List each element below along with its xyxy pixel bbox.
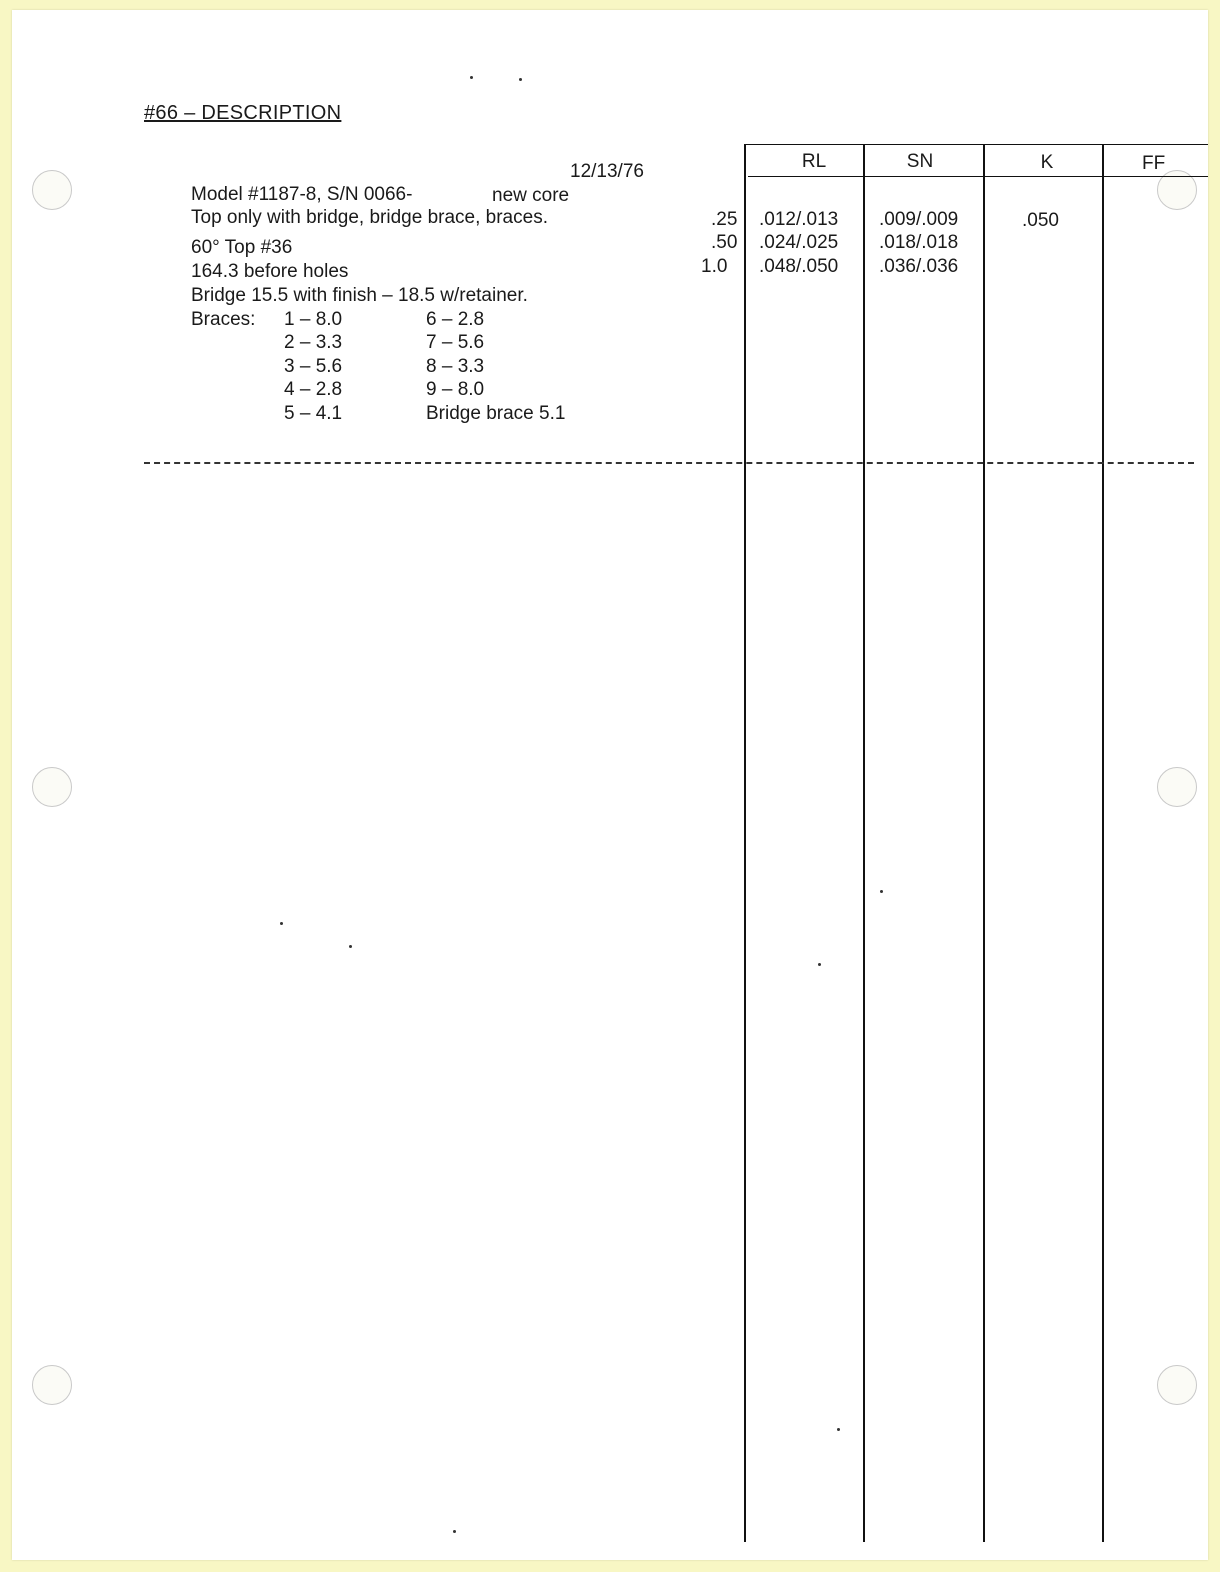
brace-entry-4: 4 – 2.8 (284, 379, 343, 400)
brace-entry-1: 1 – 8.0 (284, 309, 343, 330)
date-label: 12/13/76 (570, 161, 644, 182)
binder-hole-top (32, 170, 72, 210)
table-top-rule (744, 144, 1208, 145)
sn-cell: .018/.018 (879, 232, 959, 253)
column-header-rl: RL (801, 151, 827, 172)
paper-speck (349, 945, 352, 948)
bridge-line: Bridge 15.5 with finish – 18.5 w/retainer. (191, 285, 528, 306)
paper-speck (519, 78, 522, 81)
load-value: .25 (711, 209, 738, 230)
brace-entry-7: 7 – 5.6 (426, 332, 485, 353)
binder-hole-right-middle (1157, 767, 1197, 807)
header-bottom-rule (748, 176, 1208, 177)
column-header-sn: SN (906, 151, 934, 172)
column-rule (983, 144, 985, 1542)
paper-speck (280, 922, 283, 925)
brace-entry-8: 8 – 3.3 (426, 356, 485, 377)
column-rule (1102, 144, 1104, 1542)
binder-hole-right-bottom (1157, 1365, 1197, 1405)
brace-entry-2: 2 – 3.3 (284, 332, 343, 353)
rl-cell: .012/.013 (759, 209, 839, 230)
braces-label: Braces: (191, 309, 256, 330)
load-value: .50 (711, 232, 738, 253)
binder-hole-middle (32, 767, 72, 807)
column-rule (744, 144, 746, 1542)
page-title: #66 – DESCRIPTION (144, 102, 342, 124)
section-separator (144, 462, 1194, 464)
top-angle-line: 60° Top #36 (191, 237, 293, 258)
model-line: Model #1187-8, S/N 0066- (191, 184, 413, 205)
core-note: new core (492, 185, 570, 206)
column-header-ff: FF (1142, 153, 1166, 174)
brace-entry-6: 6 – 2.8 (426, 309, 485, 330)
bridge-brace-entry: Bridge brace 5.1 (426, 403, 566, 424)
top-line: Top only with bridge, bridge brace, braces. (191, 207, 548, 228)
sn-cell: .009/.009 (879, 209, 959, 230)
brace-entry-9: 9 – 8.0 (426, 379, 485, 400)
brace-entry-5: 5 – 4.1 (284, 403, 343, 424)
load-value: 1.0 (701, 256, 728, 277)
column-rule (863, 144, 865, 1542)
paper-speck (837, 1428, 840, 1431)
brace-entry-3: 3 – 5.6 (284, 356, 343, 377)
document-page (12, 10, 1208, 1560)
paper-speck (880, 890, 883, 893)
sn-cell: .036/.036 (879, 256, 959, 277)
paper-speck (453, 1530, 456, 1533)
k-cell: .050 (1022, 210, 1059, 231)
weight-line: 164.3 before holes (191, 261, 349, 282)
paper-speck (470, 76, 473, 79)
binder-hole-bottom (32, 1365, 72, 1405)
rl-cell: .024/.025 (759, 232, 839, 253)
column-header-k: K (1040, 152, 1054, 173)
rl-cell: .048/.050 (759, 256, 839, 277)
paper-speck (818, 963, 821, 966)
